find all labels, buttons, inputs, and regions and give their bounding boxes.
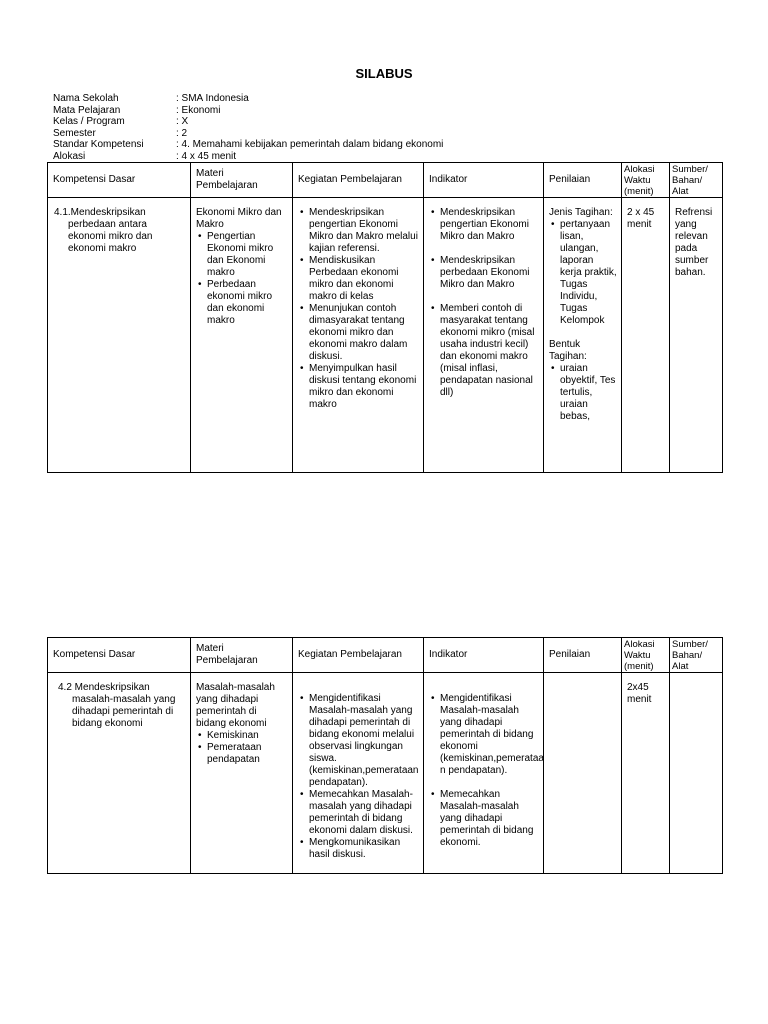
penilaian-bentuk-list: [549, 363, 617, 423]
kegiatan-list: [298, 693, 419, 861]
list-item: • Mendeskripsikan perbedaan Ekonomi Mikro dan Makro: [429, 255, 539, 291]
kegiatan-list: [298, 207, 419, 411]
sumber-text: Refrensi yang relevan pada sumber bahan.: [675, 207, 713, 278]
list-item: • Mengidentifikasi Masalah-masalah yang dihadapi pemerintah di bidang ekonomi (kemiskinan,pemerataa n pendapatan).: [429, 693, 539, 777]
penilaian-bentuk-label: Bentuk Tagihan:: [549, 339, 587, 362]
cell-alokasi: [622, 198, 670, 473]
list-item: • Menunjukan contoh dimasyarakat tentang ekonomi mikro dan ekonomi makro dalam diskusi.: [298, 303, 419, 363]
materi-list: [196, 231, 288, 327]
header-penilaian: Penilaian: [544, 638, 622, 673]
meta-label: Nama Sekolah: [53, 93, 119, 104]
header-sumber: Sumber/ Bahan/ Alat: [670, 163, 723, 198]
list-item: • Menyimpulkan hasil diskusi tentang ekonomi mikro dan ekonomi makro: [298, 363, 419, 411]
identity-block: [53, 93, 443, 162]
list-item: • pertanyaan lisan, ulangan, laporan kerja praktik, Tugas Individu, Tugas Kelompok: [549, 219, 617, 327]
alokasi-text: 2 x 45 menit: [627, 207, 655, 230]
meta-row: [53, 105, 443, 117]
cell-kompetensi: [48, 673, 191, 874]
cell-indikator: [424, 673, 544, 874]
meta-value: : X: [176, 116, 189, 127]
header-indikator: Indikator: [424, 163, 544, 198]
header-indikator: Indikator: [424, 638, 544, 673]
cell-indikator: [424, 198, 544, 473]
list-item: • Mendeskripsikan pengertian Ekonomi Mikro dan Makro: [429, 207, 539, 243]
cell-sumber: [670, 673, 723, 874]
list-item: • Memecahkan Masalah-masalah yang dihadapi pemerintah di bidang ekonomi.: [429, 789, 539, 849]
materi-list: [196, 730, 288, 766]
meta-value: : SMA Indonesia: [176, 93, 249, 104]
header-kompetensi: Kompetensi Dasar: [48, 638, 191, 673]
header-kegiatan: Kegiatan Pembelajaran: [293, 638, 424, 673]
penilaian-jenis-list: [549, 219, 617, 327]
cell-sumber: [670, 198, 723, 473]
cell-materi: [191, 673, 293, 874]
meta-label: Alokasi: [53, 150, 86, 162]
meta-value: : 4. Memahami kebijakan pemerintah dalam bidang ekonomi: [176, 139, 444, 150]
meta-value: : Ekonomi: [176, 104, 221, 116]
penilaian-jenis-label: Jenis Tagihan:: [549, 207, 613, 218]
header-kompetensi: Kompetensi Dasar: [48, 163, 191, 198]
meta-row: [53, 93, 443, 105]
list-item: • Memecahkan Masalah-masalah yang dihadapi pemerintah di bidang ekonomi dalam diskusi.: [298, 789, 419, 837]
meta-row: [53, 139, 443, 151]
cell-alokasi: [622, 673, 670, 874]
header-alokasi: Alokasi Waktu (menit): [622, 163, 670, 198]
list-item: • Memberi contoh di masyarakat tentang ekonomi mikro (misal usaha industri kecil) dan ekonomi makro (misal inflasi, pendapatan nasional dll): [429, 303, 539, 399]
header-alokasi: Alokasi Waktu (menit): [622, 638, 670, 673]
meta-value: : 2: [176, 127, 188, 139]
list-item: • Perbedaan ekonomi mikro dan ekonomi makro: [196, 279, 288, 327]
meta-label: Standar Kompetensi: [53, 139, 144, 150]
list-item: • Mengkomunikasikan hasil diskusi.: [298, 837, 419, 861]
list-item: • uraian obyektif, Tes tertulis, uraian bebas,: [549, 363, 617, 423]
cell-penilaian: [544, 198, 622, 473]
meta-label: Mata Pelajaran: [53, 104, 121, 116]
indikator-list: [429, 693, 544, 849]
syllabus-table-1: [47, 162, 723, 473]
cell-penilaian: [544, 673, 622, 874]
header-materi: Materi Pembelajaran: [191, 163, 293, 198]
cell-kompetensi: [48, 198, 191, 473]
cell-kegiatan: [293, 673, 424, 874]
sumber-text: [670, 673, 722, 682]
list-item: • Mendiskusikan Perbedaan ekonomi mikro dan ekonomi makro di kelas: [298, 255, 419, 303]
syllabus-table-2: [47, 637, 723, 874]
meta-row: [53, 116, 443, 128]
meta-label: Kelas / Program: [53, 116, 125, 127]
materi-intro: Masalah-masalah yang dihadapi pemerintah di bidang ekonomi: [196, 682, 275, 729]
meta-label: Semester: [53, 127, 96, 139]
alokasi-text: 2x45 menit: [627, 682, 652, 705]
list-item: • Pemerataan pendapatan: [196, 742, 288, 766]
materi-intro: Ekonomi Mikro dan Makro: [196, 207, 282, 230]
header-sumber: Sumber/ Bahan/ Alat: [670, 638, 723, 673]
list-item: • Mendeskripsikan pengertian Ekonomi Mikro dan Makro melalui kajian referensi.: [298, 207, 419, 255]
list-item: • Pengertian Ekonomi mikro dan Ekonomi makro: [196, 231, 288, 279]
meta-row: [53, 151, 443, 163]
spacer: [549, 327, 617, 339]
document-title: SILABUS: [355, 66, 413, 81]
header-kegiatan: Kegiatan Pembelajaran: [293, 163, 424, 198]
meta-value: : 4 x 45 menit: [176, 150, 237, 162]
header-materi: Materi Pembelajaran: [191, 638, 293, 673]
cell-kegiatan: [293, 198, 424, 473]
kompetensi-text: 4.2 Mendeskripsikan masalah-masalah yang dihadapi pemerintah di bidang ekonomi: [58, 682, 176, 729]
list-item: • Mengidentifikasi Masalah-masalah yang dihadapi pemerintah di bidang ekonomi melalui observasi lingkungan siswa. (kemiskinan,pemerataan pendapatan).: [298, 693, 419, 789]
cell-materi: [191, 198, 293, 473]
kompetensi-text: 4.1.Mendeskripsikan perbedaan antara ekonomi mikro dan ekonomi makro: [54, 207, 153, 254]
header-penilaian: Penilaian: [544, 163, 622, 198]
indikator-list: [429, 207, 539, 399]
meta-row: [53, 128, 443, 140]
list-item: • Kemiskinan: [196, 730, 288, 742]
